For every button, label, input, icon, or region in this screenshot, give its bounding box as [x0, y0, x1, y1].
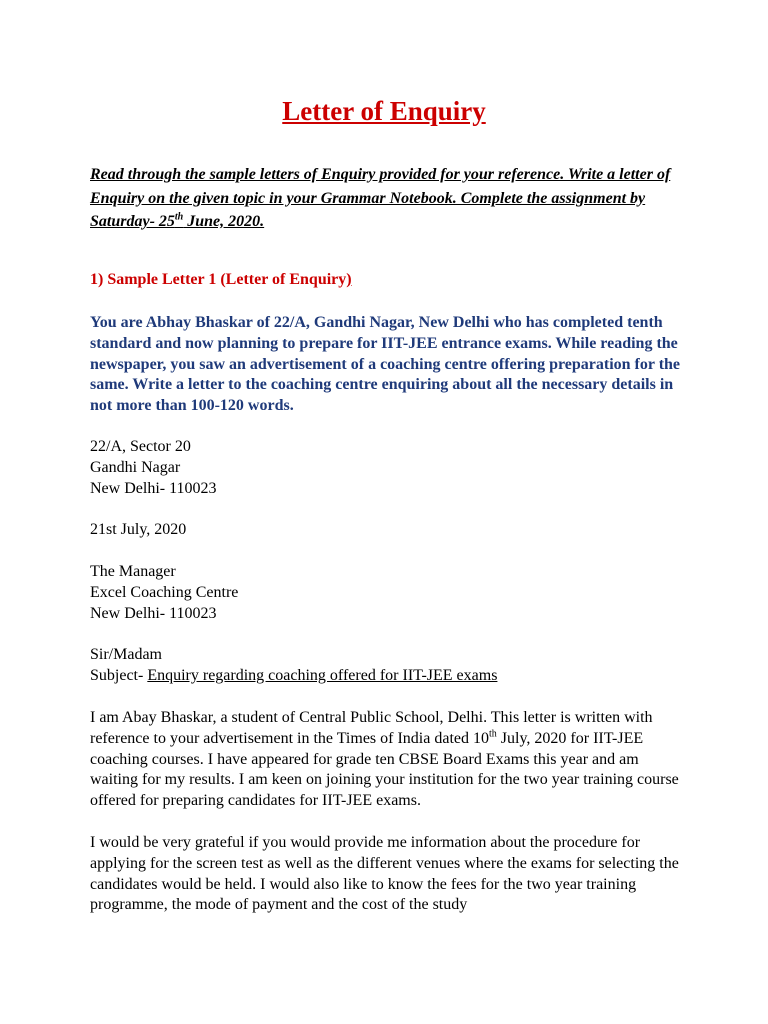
receiver-address-line: The Manager [90, 563, 176, 580]
receiver-address-line: Excel Coaching Centre [90, 583, 239, 601]
paragraph-1-text: I am Abay Bhaskar, a student of Central Public School, Delhi. This letter is written with reference to your advertisement in the Times of India dated 10 [90, 709, 653, 747]
section-heading-tail: ) [346, 271, 352, 288]
letter-date [90, 520, 690, 541]
section-heading-text: 1) Sample Letter 1 (Letter of Enquiry [90, 271, 347, 288]
letter-prompt: You are Abhay Bhaskar of 22/A, Gandhi Nagar, New Delhi who has completed tenth standard and now planning to prepare for IIT-JEE entrance exams. While reading the newspaper, you saw an advertisement of a coaching centre offering preparation for the same. Write a letter to the coaching centre enquiring about all the necessary details in not more than 100-120 words. [90, 314, 681, 415]
sender-address-line: 22/A, Sector 20 [90, 438, 191, 455]
subject-line [90, 666, 690, 687]
subject-text: Enquiry regarding coaching offered for IIT-JEE exams [147, 666, 498, 684]
letter-paragraph-1 [90, 708, 686, 812]
sender-address-line: Gandhi Nagar [90, 458, 181, 476]
receiver-address [90, 562, 690, 624]
receiver-address-line: New Delhi- 110023 [90, 604, 217, 622]
instructions-text: Read through the sample letters of Enquiry provided for your reference. Write a letter of Enquiry on the given topic in your Grammar Notebook. Complete the assignment by Saturday- 25 [90, 166, 671, 230]
assignment-instructions [90, 163, 690, 234]
salutation: Sir/Madam [90, 646, 162, 663]
letter-paragraph-2: I would be very grateful if you would provide me information about the procedure for applying for the screen test as well as the different venues where the exams for selecting the candidates would be held. I would also like to know the fees for the two year training programme, the mode of payment and the cost of the study [90, 834, 679, 914]
salutation-subject [90, 645, 690, 687]
document-title: Letter of Enquiry [282, 96, 486, 126]
sender-address-line: New Delhi- 110023 [90, 479, 217, 497]
section-heading [90, 271, 352, 289]
instructions-superscript: th [174, 211, 184, 223]
date-text: 21st July, 2020 [90, 521, 187, 538]
paragraph-1-text-end: July, 2020 for IIT-JEE coaching courses. I have appeared for grade ten CBSE Board Exams this year and am waiting for my results. I am keen on joining your institution for the two year training course offered for preparing candidates for IIT-JEE exams. [90, 729, 679, 810]
subject-label: Subject- [90, 666, 148, 684]
paragraph-1-superscript: th [489, 728, 497, 740]
instructions-text-end: June, 2020. [183, 213, 265, 230]
sender-address [90, 437, 690, 499]
